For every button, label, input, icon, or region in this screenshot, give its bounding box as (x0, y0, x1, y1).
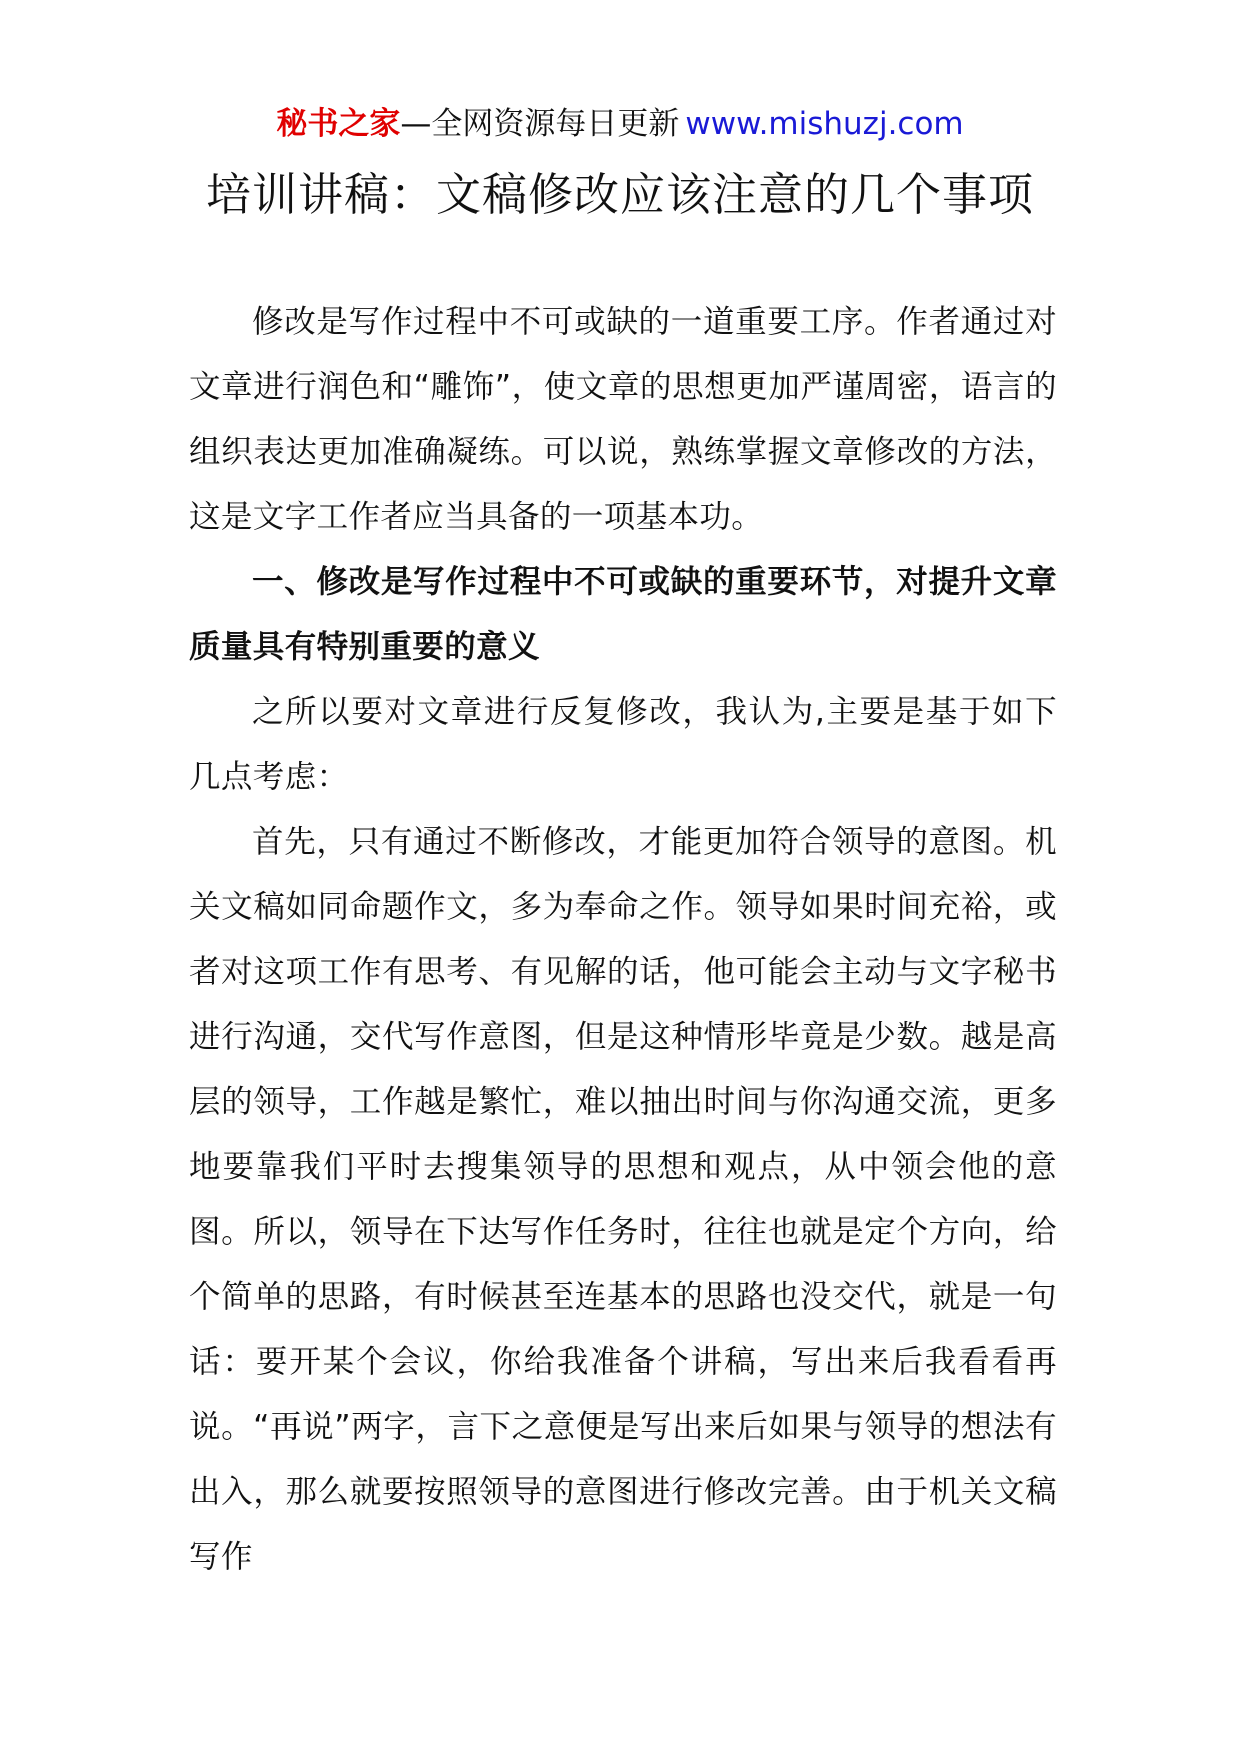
paragraph-intro: 修改是写作过程中不可或缺的一道重要工序。作者通过对文章进行润色和“雕饰”，使文章的思想更加严谨周密，语言的组织表达更加准确凝练。可以说，熟练掌握文章修改的方法，这是文字工作者应当具备的一项基本功。 (189, 304, 1057, 535)
paragraph-first-reason: 首先，只有通过不断修改，才能更加符合领导的意图。机关文稿如同命题作文，多为奉命之作。领导如果时间充裕，或者对这项工作有思考、有见解的话，他可能会主动与文字秘书进行沟通，交代写作意图，但是这种情形毕竟是少数。越是高层的领导，工作越是繁忙，难以抽出时间与你沟通交流，更多地要靠我们平时去搜集领导的思想和观点，从中领会他的意图。所以，领导在下达写作任务时，往往也就是定个方向，给个简单的思路，有时候甚至连基本的思路也没交代，就是一句话：要开某个会议，你给我准备个讲稿，写出来后我看看再说。“再说”两字，言下之意便是写出来后如果与领导的想法有出入，那么就要按照领导的意图进行修改完善。由于机关文稿写作 (189, 824, 1057, 1575)
brand-name: 秘书之家 (276, 106, 401, 142)
document-body (189, 290, 1057, 1590)
section-heading-1: 一、修改是写作过程中不可或缺的重要环节，对提升文章质量具有特别重要的意义 (189, 564, 1057, 665)
site-header (0, 100, 1240, 148)
document-title: 培训讲稿：文稿修改应该注意的几个事项 (205, 168, 1034, 221)
header-tagline: —全网资源每日更新 (400, 106, 680, 142)
site-url-link[interactable]: www.mishuzj.com (685, 106, 964, 142)
paragraph-reasons-intro: 之所以要对文章进行反复修改，我认为,主要是基于如下几点考虑： (189, 694, 1057, 795)
